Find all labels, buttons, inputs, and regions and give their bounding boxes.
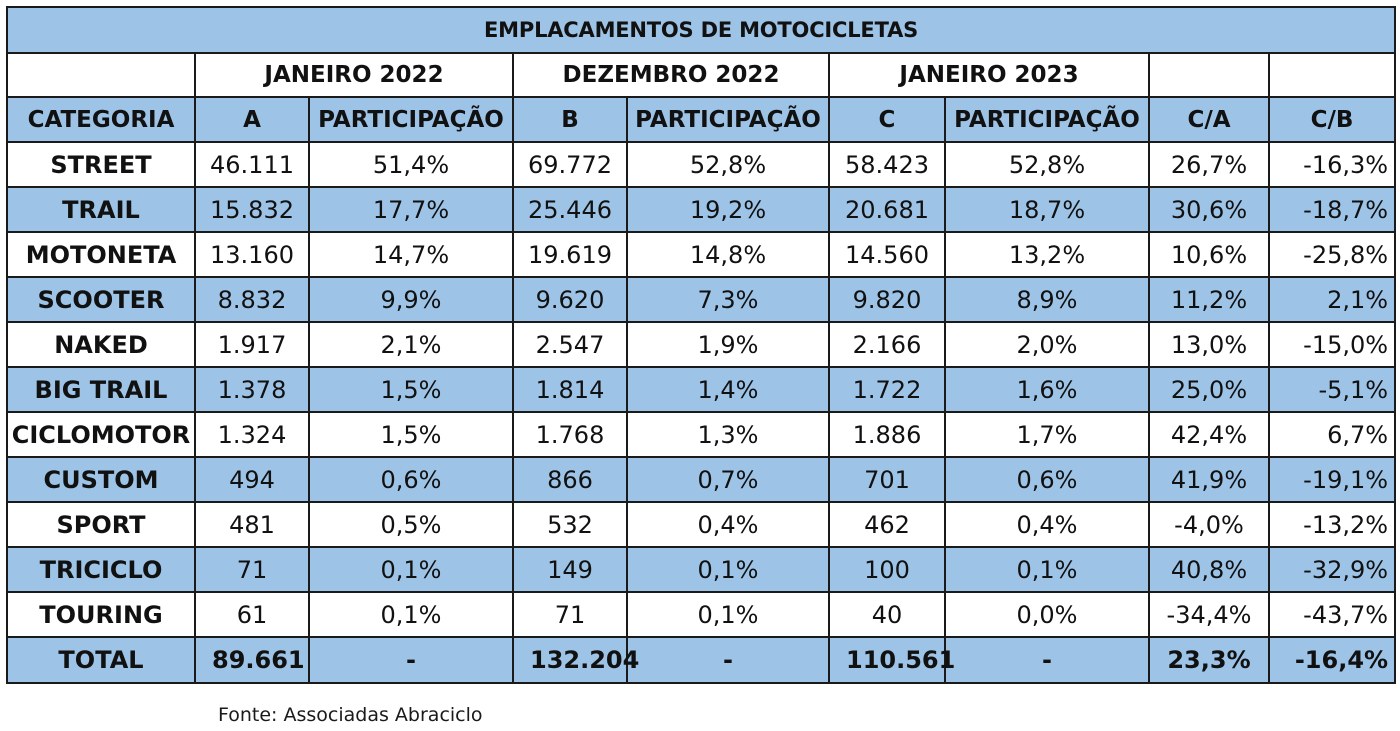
value-a-cell: 71 (195, 547, 309, 592)
value-a-cell: 8.832 (195, 277, 309, 322)
table-row (7, 232, 1395, 277)
value-b-cell: 1.768 (513, 412, 627, 457)
category-cell: NAKED (7, 322, 195, 367)
header-c: C (829, 97, 945, 142)
change-c-b-cell: -19,1% (1269, 457, 1395, 502)
share-c-cell: 2,0% (945, 322, 1149, 367)
value-a-cell: 481 (195, 502, 309, 547)
change-c-a-cell: 10,6% (1149, 232, 1269, 277)
category-cell: STREET (7, 142, 195, 187)
source-note: Fonte: Associadas Abraciclo (218, 704, 483, 726)
share-c-cell: 8,9% (945, 277, 1149, 322)
change-c-a-cell: 30,6% (1149, 187, 1269, 232)
group-janeiro-2022: JANEIRO 2022 (195, 53, 513, 97)
category-cell: CICLOMOTOR (7, 412, 195, 457)
motorcycle-registrations-table (6, 6, 1396, 684)
group-janeiro-2023: JANEIRO 2023 (829, 53, 1149, 97)
value-a-cell: 1.917 (195, 322, 309, 367)
category-cell: TOURING (7, 592, 195, 637)
total-label: TOTAL (7, 637, 195, 683)
value-b-cell: 1.814 (513, 367, 627, 412)
value-c-cell: 100 (829, 547, 945, 592)
total-share-b: - (627, 637, 829, 683)
share-b-cell: 52,8% (627, 142, 829, 187)
table-row (7, 412, 1395, 457)
category-cell: SCOOTER (7, 277, 195, 322)
share-a-cell: 9,9% (309, 277, 513, 322)
table-row (7, 547, 1395, 592)
group-spacer (1149, 53, 1269, 97)
table-row (7, 322, 1395, 367)
share-c-cell: 1,6% (945, 367, 1149, 412)
value-b-cell: 149 (513, 547, 627, 592)
header-categoria: CATEGORIA (7, 97, 195, 142)
table-row (7, 367, 1395, 412)
share-a-cell: 51,4% (309, 142, 513, 187)
value-c-cell: 701 (829, 457, 945, 502)
value-c-cell: 14.560 (829, 232, 945, 277)
value-b-cell: 71 (513, 592, 627, 637)
share-b-cell: 7,3% (627, 277, 829, 322)
table-row (7, 502, 1395, 547)
value-c-cell: 462 (829, 502, 945, 547)
total-change-c-a: 23,3% (1149, 637, 1269, 683)
share-c-cell: 13,2% (945, 232, 1149, 277)
header-participacao-b: PARTICIPAÇÃO (627, 97, 829, 142)
value-b-cell: 9.620 (513, 277, 627, 322)
share-a-cell: 1,5% (309, 367, 513, 412)
change-c-b-cell: 6,7% (1269, 412, 1395, 457)
share-b-cell: 19,2% (627, 187, 829, 232)
change-c-a-cell: -34,4% (1149, 592, 1269, 637)
value-a-cell: 494 (195, 457, 309, 502)
change-c-a-cell: 25,0% (1149, 367, 1269, 412)
value-b-cell: 532 (513, 502, 627, 547)
share-b-cell: 0,4% (627, 502, 829, 547)
category-cell: TRICICLO (7, 547, 195, 592)
category-cell: SPORT (7, 502, 195, 547)
header-c-a: C/A (1149, 97, 1269, 142)
value-c-cell: 40 (829, 592, 945, 637)
category-cell: BIG TRAIL (7, 367, 195, 412)
share-b-cell: 1,9% (627, 322, 829, 367)
share-b-cell: 0,1% (627, 592, 829, 637)
total-a: 89.661 (195, 637, 309, 683)
share-a-cell: 1,5% (309, 412, 513, 457)
value-c-cell: 20.681 (829, 187, 945, 232)
change-c-b-cell: -43,7% (1269, 592, 1395, 637)
value-b-cell: 25.446 (513, 187, 627, 232)
share-b-cell: 0,7% (627, 457, 829, 502)
share-c-cell: 0,0% (945, 592, 1149, 637)
title-row (7, 7, 1395, 53)
category-cell: MOTONETA (7, 232, 195, 277)
header-participacao-c: PARTICIPAÇÃO (945, 97, 1149, 142)
value-c-cell: 58.423 (829, 142, 945, 187)
category-cell: CUSTOM (7, 457, 195, 502)
change-c-a-cell: 41,9% (1149, 457, 1269, 502)
total-row (7, 637, 1395, 683)
value-a-cell: 46.111 (195, 142, 309, 187)
share-a-cell: 0,1% (309, 592, 513, 637)
share-b-cell: 1,4% (627, 367, 829, 412)
table-row (7, 592, 1395, 637)
category-cell: TRAIL (7, 187, 195, 232)
share-a-cell: 17,7% (309, 187, 513, 232)
table-title: EMPLACAMENTOS DE MOTOCICLETAS (7, 7, 1395, 53)
share-c-cell: 0,6% (945, 457, 1149, 502)
share-b-cell: 14,8% (627, 232, 829, 277)
value-a-cell: 61 (195, 592, 309, 637)
total-share-c: - (945, 637, 1149, 683)
change-c-a-cell: -4,0% (1149, 502, 1269, 547)
table-row (7, 142, 1395, 187)
value-c-cell: 2.166 (829, 322, 945, 367)
header-participacao-a: PARTICIPAÇÃO (309, 97, 513, 142)
change-c-b-cell: -13,2% (1269, 502, 1395, 547)
share-a-cell: 0,6% (309, 457, 513, 502)
group-dezembro-2022: DEZEMBRO 2022 (513, 53, 829, 97)
value-c-cell: 1.886 (829, 412, 945, 457)
share-c-cell: 1,7% (945, 412, 1149, 457)
value-c-cell: 9.820 (829, 277, 945, 322)
value-c-cell: 1.722 (829, 367, 945, 412)
column-header-row (7, 97, 1395, 142)
change-c-b-cell: -32,9% (1269, 547, 1395, 592)
change-c-b-cell: -5,1% (1269, 367, 1395, 412)
table-row (7, 457, 1395, 502)
value-a-cell: 15.832 (195, 187, 309, 232)
total-share-a: - (309, 637, 513, 683)
share-b-cell: 1,3% (627, 412, 829, 457)
value-a-cell: 13.160 (195, 232, 309, 277)
total-c: 110.561 (829, 637, 945, 683)
group-spacer (1269, 53, 1395, 97)
change-c-a-cell: 40,8% (1149, 547, 1269, 592)
header-b: B (513, 97, 627, 142)
value-b-cell: 19.619 (513, 232, 627, 277)
change-c-b-cell: -15,0% (1269, 322, 1395, 367)
share-c-cell: 0,1% (945, 547, 1149, 592)
change-c-a-cell: 42,4% (1149, 412, 1269, 457)
share-b-cell: 0,1% (627, 547, 829, 592)
group-spacer (7, 53, 195, 97)
change-c-a-cell: 13,0% (1149, 322, 1269, 367)
value-b-cell: 2.547 (513, 322, 627, 367)
share-a-cell: 2,1% (309, 322, 513, 367)
period-group-row (7, 53, 1395, 97)
share-a-cell: 0,1% (309, 547, 513, 592)
change-c-b-cell: -25,8% (1269, 232, 1395, 277)
change-c-a-cell: 26,7% (1149, 142, 1269, 187)
change-c-b-cell: -16,3% (1269, 142, 1395, 187)
change-c-b-cell: 2,1% (1269, 277, 1395, 322)
change-c-b-cell: -18,7% (1269, 187, 1395, 232)
header-a: A (195, 97, 309, 142)
value-a-cell: 1.324 (195, 412, 309, 457)
value-a-cell: 1.378 (195, 367, 309, 412)
value-b-cell: 69.772 (513, 142, 627, 187)
share-a-cell: 0,5% (309, 502, 513, 547)
share-c-cell: 0,4% (945, 502, 1149, 547)
value-b-cell: 866 (513, 457, 627, 502)
header-c-b: C/B (1269, 97, 1395, 142)
table-row (7, 187, 1395, 232)
total-b: 132.204 (513, 637, 627, 683)
table-row (7, 277, 1395, 322)
change-c-a-cell: 11,2% (1149, 277, 1269, 322)
share-c-cell: 18,7% (945, 187, 1149, 232)
total-change-c-b: -16,4% (1269, 637, 1395, 683)
share-a-cell: 14,7% (309, 232, 513, 277)
share-c-cell: 52,8% (945, 142, 1149, 187)
